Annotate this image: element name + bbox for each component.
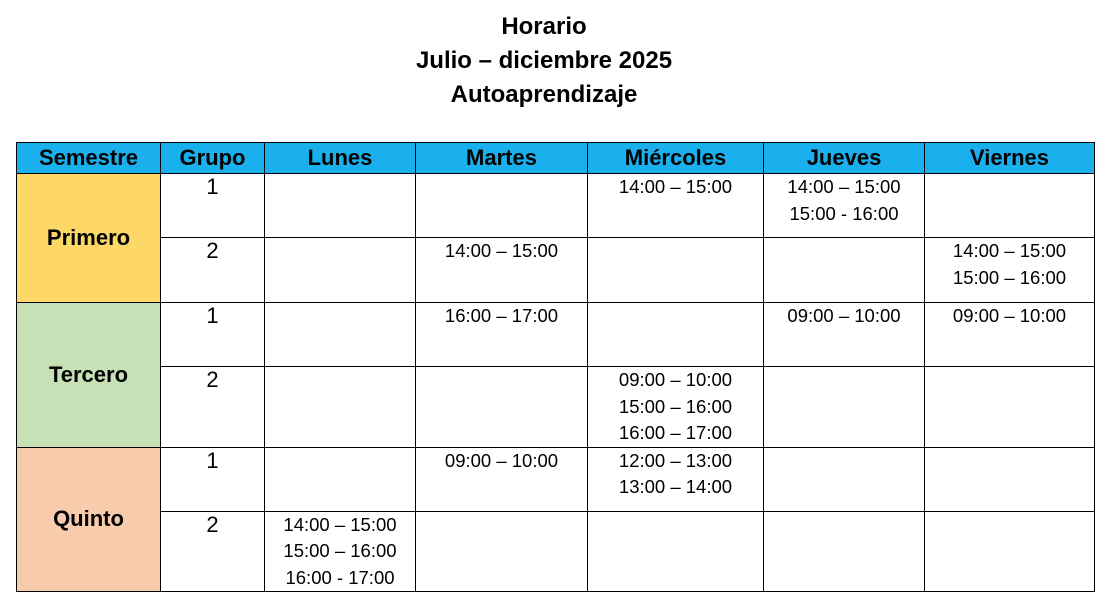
time-slot: 14:00 – 15:00	[952, 240, 1067, 261]
table-row	[17, 447, 1095, 511]
column-header-semestre: Semestre	[17, 143, 161, 174]
group-cell: 2	[161, 511, 265, 592]
slot-cell-viernes	[925, 367, 1095, 448]
slot-cell-viernes	[925, 447, 1095, 511]
slot-cell-martes	[416, 367, 588, 448]
column-header-lunes: Lunes	[265, 143, 416, 174]
column-header-viernes: Viernes	[925, 143, 1095, 174]
column-header-jueves: Jueves	[764, 143, 925, 174]
group-cell: 1	[161, 447, 265, 511]
slot-cell-viernes	[925, 511, 1095, 592]
time-slot: 09:00 – 10:00	[618, 369, 733, 390]
column-header-grupo: Grupo	[161, 143, 265, 174]
time-slot: 15:00 – 16:00	[283, 540, 397, 561]
time-slot: 14:00 – 15:00	[283, 513, 397, 535]
table-row	[17, 238, 1095, 303]
table-row	[17, 511, 1095, 592]
slot-cell-lunes	[265, 174, 416, 238]
document-header	[0, 10, 1088, 112]
slot-cell-miercoles	[588, 174, 764, 238]
slot-cell-viernes	[925, 238, 1095, 303]
time-slot: 15:00 - 16:00	[789, 202, 899, 224]
table-row	[17, 367, 1095, 448]
time-slot: 14:00 – 15:00	[444, 240, 559, 261]
time-slot: 15:00 – 16:00	[952, 266, 1067, 288]
document-subtitle: Autoaprendizaje	[450, 81, 638, 108]
time-slot: 16:00 – 17:00	[444, 305, 559, 326]
semester-cell-tercero: Tercero	[17, 303, 161, 448]
slot-cell-jueves	[764, 511, 925, 592]
time-slot: 16:00 - 17:00	[285, 566, 395, 588]
slot-cell-lunes	[265, 303, 416, 367]
slot-cell-miercoles	[588, 367, 764, 448]
header-row	[17, 143, 1095, 174]
group-cell: 2	[161, 367, 265, 448]
slot-cell-martes	[416, 303, 588, 367]
slot-cell-viernes	[925, 303, 1095, 367]
slot-cell-martes	[416, 511, 588, 592]
schedule-table	[16, 142, 1095, 592]
time-slot: 16:00 – 17:00	[618, 422, 733, 443]
semester-cell-primero: Primero	[17, 174, 161, 303]
time-slot: 15:00 – 16:00	[618, 395, 733, 417]
slot-cell-miercoles	[588, 447, 764, 511]
slot-cell-martes	[416, 174, 588, 238]
time-slot: 09:00 – 10:00	[952, 305, 1067, 326]
column-header-miercoles: Miércoles	[588, 143, 764, 174]
time-slot: 09:00 – 10:00	[444, 449, 559, 471]
slot-cell-martes	[416, 238, 588, 303]
column-header-martes: Martes	[416, 143, 588, 174]
slot-cell-lunes	[265, 238, 416, 303]
semester-cell-quinto: Quinto	[17, 447, 161, 592]
slot-cell-miercoles	[588, 303, 764, 367]
slot-cell-lunes	[265, 447, 416, 511]
time-slot: 09:00 – 10:00	[787, 305, 901, 326]
slot-cell-miercoles	[588, 511, 764, 592]
slot-cell-jueves	[764, 447, 925, 511]
time-slot: 14:00 – 15:00	[787, 176, 901, 197]
slot-cell-jueves	[764, 174, 925, 238]
time-slot: 12:00 – 13:00	[618, 449, 733, 471]
group-cell: 1	[161, 174, 265, 238]
slot-cell-jueves	[764, 303, 925, 367]
slot-cell-jueves	[764, 367, 925, 448]
time-slot: 13:00 – 14:00	[618, 476, 733, 497]
slot-cell-viernes	[925, 174, 1095, 238]
group-cell: 1	[161, 303, 265, 367]
slot-cell-martes	[416, 447, 588, 511]
table-row	[17, 174, 1095, 238]
table-row	[17, 303, 1095, 367]
slot-cell-lunes	[265, 511, 416, 592]
document-period: Julio – diciembre 2025	[415, 47, 673, 74]
slot-cell-lunes	[265, 367, 416, 448]
document-title: Horario	[501, 13, 587, 40]
group-cell: 2	[161, 238, 265, 303]
slot-cell-jueves	[764, 238, 925, 303]
time-slot: 14:00 – 15:00	[618, 176, 733, 197]
slot-cell-miercoles	[588, 238, 764, 303]
